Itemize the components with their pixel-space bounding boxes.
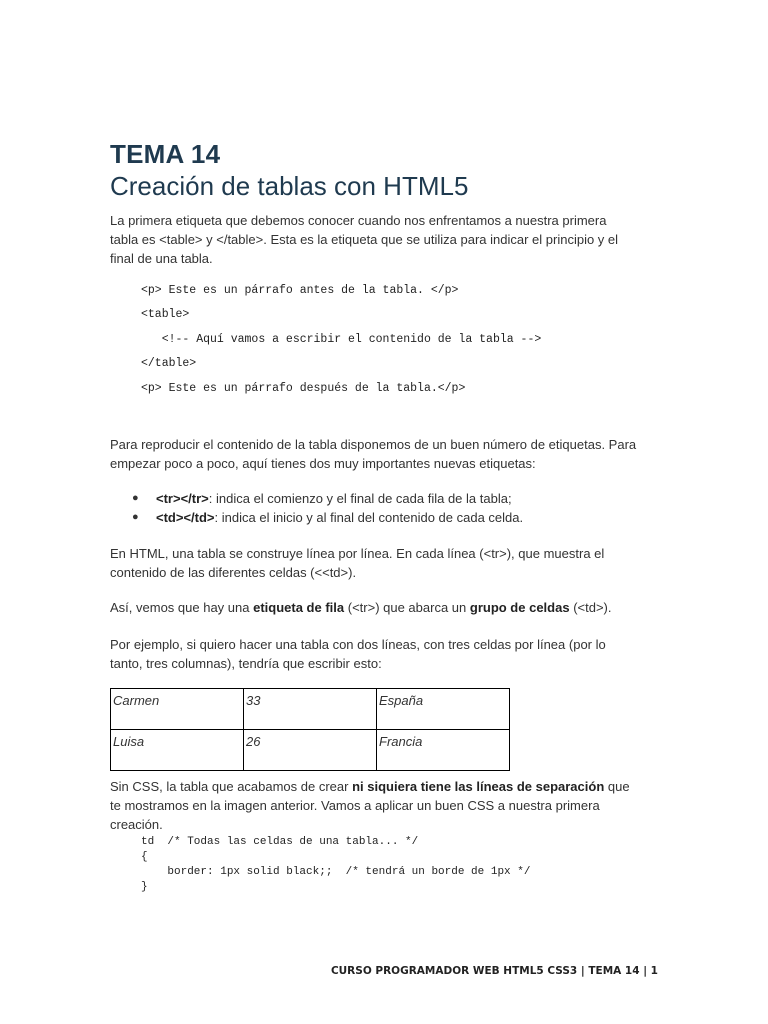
row-group-paragraph [110, 598, 666, 617]
intro-line-3: final de una tabla. [110, 251, 213, 266]
table-cell: Carmen [111, 689, 244, 730]
para6-bold-1: ni siquiera tiene las líneas de separación [352, 779, 605, 794]
tag-name: <td></td> [156, 510, 215, 525]
css-code-line-1: td /* Todas las celdas de una tabla... */ [141, 836, 419, 848]
table-row [111, 689, 510, 730]
para4-bold-2: grupo de celdas [469, 600, 570, 615]
para2-line-1: Para reproducir el contenido de la tabla disponemos de un buen número de etiquetas. Para [110, 437, 637, 452]
para4-text-2: (<tr>) que abarca un [344, 600, 470, 615]
example-paragraph [110, 635, 666, 673]
tag-name: <tr></tr> [156, 491, 209, 506]
para5-line-2: tanto, tres columnas), tendría que escribir esto: [110, 656, 382, 671]
css-code-line-2: { [141, 851, 148, 863]
para4-text-3: (<td>). [569, 600, 612, 615]
tag-description: : indica el comienzo y el final de cada fila de la tabla; [208, 491, 512, 506]
tag-list [110, 489, 523, 527]
table-cell: España [377, 689, 510, 730]
para3-line-1: En HTML, una tabla se construye línea por línea. En cada línea (<tr>), que muestra el [110, 546, 605, 561]
para5-line-1: Por ejemplo, si quiero hacer una tabla con dos líneas, con tres celdas por línea (por lo [110, 637, 606, 652]
css-intro-paragraph [110, 777, 670, 834]
code-line-4: </table> [141, 357, 197, 370]
page-title: Creación de tablas con HTML5 [110, 171, 469, 201]
bullet-icon: ● [132, 511, 139, 523]
tags-intro-paragraph [110, 435, 666, 473]
intro-line-1: La primera etiqueta que debemos conocer cuando nos enfrentamos a nuestra primera [110, 213, 607, 228]
page-footer: CURSO PROGRAMADOR WEB HTML5 CSS3 | TEMA 14 | 1 [330, 965, 658, 977]
list-item [110, 508, 523, 527]
para6-line-3: creación. [110, 817, 163, 832]
rows-paragraph [110, 544, 666, 582]
list-item [110, 489, 523, 508]
para3-line-2: contenido de las diferentes celdas (<<td>). [110, 565, 357, 580]
table-cell: Luisa [111, 730, 244, 771]
code-line-1: <p> Este es un párrafo antes de la tabla. </p> [141, 284, 459, 297]
table-cell: 33 [244, 689, 377, 730]
para4-bold-1: etiqueta de fila [253, 600, 345, 615]
para4-text-1: Así, vemos que hay una [110, 600, 254, 615]
chapter-label: TEMA 14 [110, 139, 221, 169]
para6-text-2: que [604, 779, 630, 794]
code-line-5: <p> Este es un párrafo después de la tabla.</p> [141, 382, 466, 395]
intro-paragraph [110, 211, 666, 268]
bullet-icon: ● [132, 492, 139, 504]
code-line-3: <!-- Aquí vamos a escribir el contenido de la tabla --> [141, 333, 542, 346]
css-code-line-3: border: 1px solid black;; /* tendrá un borde de 1px */ [141, 866, 531, 878]
table-cell: Francia [377, 730, 510, 771]
table-cell: 26 [244, 730, 377, 771]
para6-line-2: te mostramos en la imagen anterior. Vamos a aplicar un buen CSS a nuestra primera [110, 798, 600, 813]
para6-text-1: Sin CSS, la tabla que acabamos de crear [110, 779, 353, 794]
tag-description: : indica el inicio y al final del contenido de cada celda. [214, 510, 524, 525]
css-code-line-4: } [141, 881, 148, 893]
intro-line-2: tabla es <table> y </table>. Esta es la etiqueta que se utiliza para indicar el principio y el [110, 232, 619, 247]
para2-line-2: empezar poco a poco, aquí tienes dos muy importantes nuevas etiquetas: [110, 456, 536, 471]
example-table [110, 688, 510, 771]
code-line-2: <table> [141, 308, 190, 321]
table-row [111, 730, 510, 771]
